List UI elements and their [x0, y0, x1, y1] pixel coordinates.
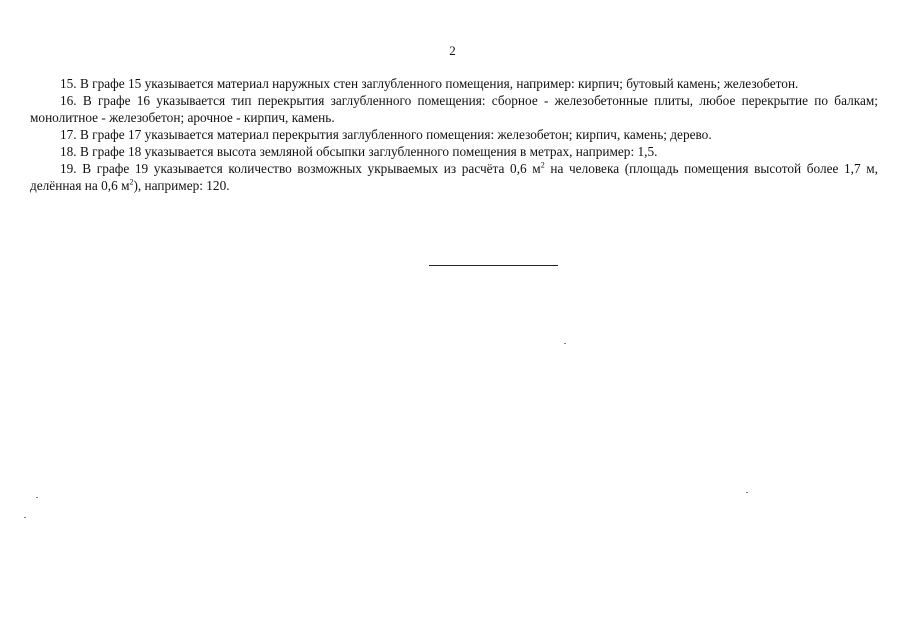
paragraph-16: 16. В графе 16 указывается тип перекрытия заглубленного помещения: сборное - железобетонные плиты, любое перекрытие по балкам; монолитное - железобетон; арочное - кирпич, камень. [30, 93, 878, 125]
square-superscript: 2 [129, 177, 134, 187]
paragraph-15: 15. В графе 15 указывается материал наружных стен заглубленного помещения, например: кирпич; бутовый камень; железобетон. [60, 76, 799, 91]
paragraph-19-text-1: 19. В графе 19 указывается количество возможных укрываемых из расчёта 0,6 м [60, 161, 541, 176]
paragraph-19-text-3: ), например: 120. [133, 178, 230, 193]
square-superscript: 2 [540, 160, 545, 170]
scan-speck [564, 343, 566, 344]
paragraph-18: 18. В графе 18 указывается высота земляной обсыпки заглубленного помещения в метрах, например: 1,5. [60, 144, 658, 159]
instructions-text [30, 75, 878, 194]
scan-speck [746, 492, 748, 493]
page-number: 2 [449, 43, 456, 58]
end-separator-line [429, 265, 558, 266]
paragraph-19-text-2: на человека (площадь помещения высотой более 1,7 м, делённая на 0,6 м [30, 161, 878, 193]
scan-speck [24, 517, 26, 518]
scan-speck [36, 497, 38, 498]
paragraph-17: 17. В графе 17 указывается материал перекрытия заглубленного помещения: железобетон; кирпич, камень; дерево. [60, 127, 712, 142]
paragraph-19 [30, 160, 878, 194]
